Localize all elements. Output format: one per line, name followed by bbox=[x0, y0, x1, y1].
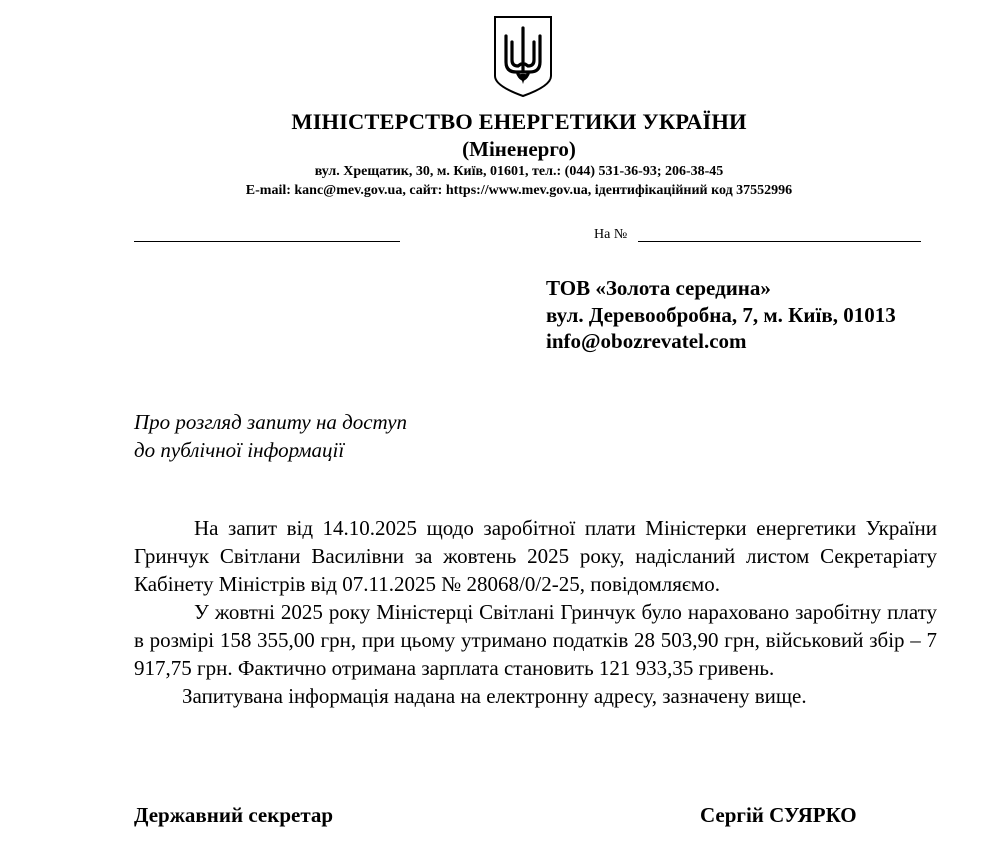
subject-line-2: до публічної інформації bbox=[134, 438, 345, 462]
signatory-name: Сергій СУЯРКО bbox=[700, 803, 857, 827]
body-paragraph-2: У жовтні 2025 року Міністерці Світлані Гринчук було нараховано заробітну плату в розмірі 158 355,00 грн, при цьому утримано податків 28 503,90 грн, військовий збір – 7 917,75 грн. Фактично отримана зарплата становить 121 933,35 гривень. bbox=[134, 600, 937, 680]
recipient-block bbox=[546, 275, 896, 355]
ukraine-trident-coat-of-arms-icon bbox=[492, 14, 554, 98]
letter-subject bbox=[134, 408, 407, 464]
ministry-name: МІНІСТЕРСТВО ЕНЕРГЕТИКИ УКРАЇНИ bbox=[291, 109, 747, 134]
signatory-position: Державний секретар bbox=[134, 803, 334, 827]
ministry-address: вул. Хрещатик, 30, м. Київ, 01601, тел.: (044) 531-36-93; 206-38-45 bbox=[314, 164, 724, 179]
recipient-address: вул. Деревообробна, 7, м. Київ, 01013 bbox=[546, 302, 896, 327]
letter-body bbox=[134, 514, 937, 710]
subject-line-1: Про розгляд запиту на доступ bbox=[134, 410, 408, 434]
reference-number-line bbox=[638, 229, 921, 242]
outgoing-number-line bbox=[134, 229, 400, 242]
body-paragraph-3: Запитувана інформація надана на електронну адресу, зазначену вище. bbox=[182, 684, 807, 708]
recipient-name: ТОВ «Золота середина» bbox=[546, 276, 771, 300]
reference-number-label: На № bbox=[594, 227, 628, 242]
recipient-email: info@obozrevatel.com bbox=[546, 329, 747, 353]
ministry-short-name: (Міненерго) bbox=[462, 137, 576, 161]
body-paragraph-1: На запит від 14.10.2025 щодо заробітної плати Міністерки енергетики України Гринчук Світлани Василівни за жовтень 2025 року, надісланий листом Секретаріату Кабінету Міністрів від 07.11.2025 № 28068/0/2-25, повідомляємо. bbox=[134, 516, 937, 596]
ministry-contacts: E-mail: kanc@mev.gov.ua, сайт: https://www.mev.gov.ua, ідентифікаційний код 37552996 bbox=[245, 183, 793, 198]
